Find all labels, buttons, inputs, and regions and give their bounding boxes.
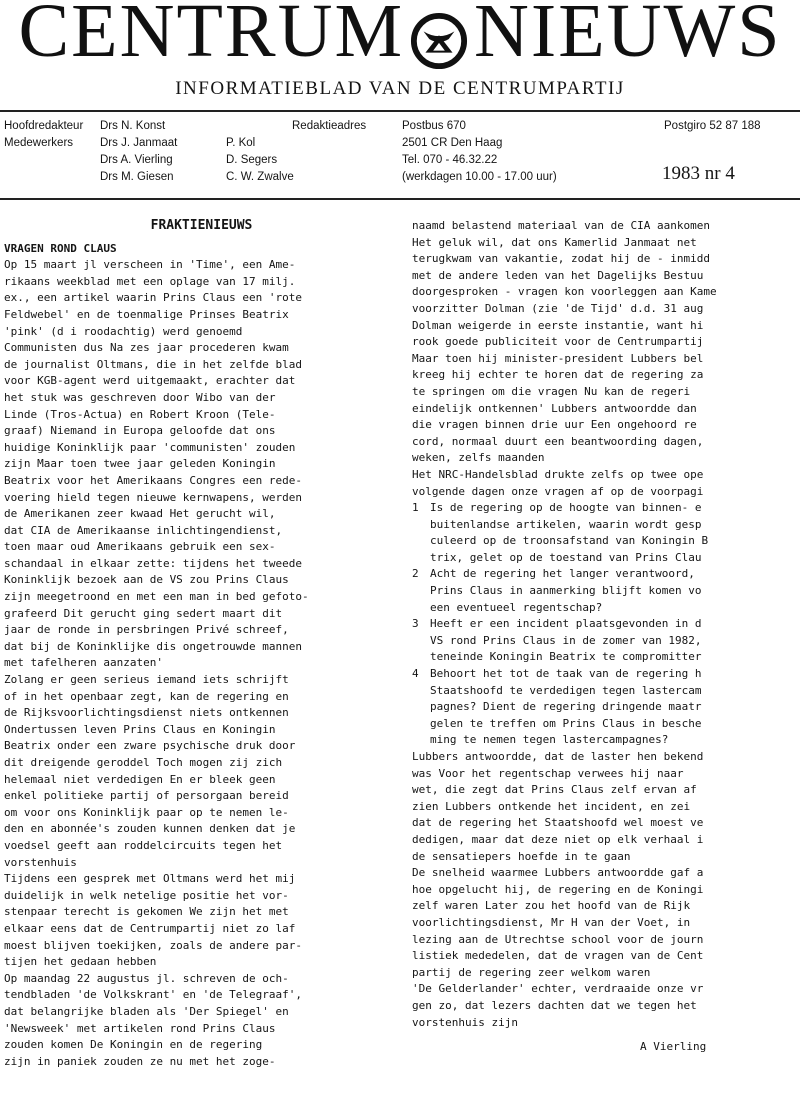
- centrumpartij-logo-icon: [410, 2, 468, 60]
- text-line: met tafelheren aanzaten': [4, 656, 163, 670]
- question-number: [412, 699, 430, 716]
- header-rule: [0, 198, 800, 200]
- text-line: vorstenhuis zijn: [412, 1015, 518, 1029]
- contributor-name: D. Segers: [226, 154, 278, 166]
- issue-number: 1983 nr 4: [662, 163, 735, 184]
- text-line: gen zo, dat lezers dachten dat we tegen het: [412, 998, 697, 1012]
- question-line: [412, 616, 800, 633]
- text-line: zijn Maar toen twee jaar geleden Koningin: [4, 457, 276, 471]
- text-line: graaf) Niemand in Europa geloofde dat ons: [4, 424, 276, 438]
- text-line: Feldwebel' en de toenmalige Prinses Beatrix: [4, 307, 289, 321]
- text-line: wet, die zegt dat Prins Claus zelf ervan af: [412, 783, 697, 797]
- text-line: den en abonnée's zouden kunnen denken dat je: [4, 822, 296, 836]
- address-block: [402, 118, 557, 186]
- text-line: listiek mededelen, dat de vragen van de Cent: [412, 949, 704, 963]
- text-line: de Rijksvoorlichtingsdienst niets ontkennen: [4, 706, 289, 720]
- masthead: [0, 0, 800, 112]
- text-line: Op maandag 22 augustus jl. schreven de och-: [4, 971, 289, 985]
- text-line: te springen om die vragen Nu kan de regeri: [412, 384, 691, 398]
- text-line: de Amerikanen zeer kwaad Het gerucht wil,: [4, 507, 276, 521]
- text-line: tijen het gedaan hebben: [4, 955, 157, 969]
- question-text: ming te nemen tegen lastercampagnes?: [430, 733, 669, 747]
- question-number: [412, 550, 430, 567]
- text-line: voedsel geeft aan roddelcircuits tegen het: [4, 838, 283, 852]
- text-line: partij de regering zeer welkom waren: [412, 965, 651, 979]
- text-line: voering hield tegen nieuwe kernwapens, werden: [4, 490, 303, 504]
- text-line: Linde (Tros-Actua) en Robert Kroon (Tele-: [4, 407, 276, 421]
- question-text: Is de regering op de hoogte van binnen- e: [430, 501, 702, 515]
- question-text: gelen te treffen om Prins Claus in besche: [430, 716, 702, 730]
- text-line: om voor ons Koninklijk paar op te nemen le-: [4, 805, 289, 819]
- text-line: toen maar oud Amerikaans gebruik een sex-: [4, 540, 276, 554]
- contributor-name: C. W. Zwalve: [226, 171, 294, 183]
- question-line: [412, 517, 800, 534]
- article-subheading: VRAGEN ROND CLAUS: [4, 241, 117, 255]
- question-text: Behoort het tot de taak van de regering h: [430, 667, 702, 681]
- text-line: elkaar eens dat de Centrumpartij niet zo laf: [4, 921, 296, 935]
- text-line: rook goede publiciteit voor de Centrumpartij: [412, 335, 704, 349]
- text-line: dat belangrijke bladen als 'Der Spiegel' en: [4, 1004, 289, 1018]
- question-number: [412, 649, 430, 666]
- text-line: Zolang er geen serieus iemand iets schrijft: [4, 673, 289, 687]
- column-right: [412, 218, 800, 1056]
- text-line: weken, zelfs maanden: [412, 451, 545, 465]
- text-line: Koninklijk bezoek aan de VS zou Prins Claus: [4, 573, 289, 587]
- text-line: was Voor het regentschap verwees hij naar: [412, 766, 684, 780]
- question-number: [412, 600, 430, 617]
- question-text: VS rond Prins Claus in de zomer van 1982,: [430, 633, 702, 647]
- text-line: vorstenhuis: [4, 855, 77, 869]
- newspaper-title: [0, 0, 800, 76]
- question-line: [412, 550, 800, 567]
- text-line: De snelheid waarmee Lubbers antwoordde gaf a: [412, 866, 704, 880]
- text-line: dat CIA de Amerikaanse inlichtingendienst,: [4, 523, 283, 537]
- contributor-name: Drs J. Janmaat: [100, 137, 178, 149]
- address-label: Redaktieadres: [292, 120, 367, 132]
- text-line: zouden komen De Koningin en de regering: [4, 1038, 263, 1052]
- text-line: lezing aan de Utrechtse school voor de journ: [412, 932, 704, 946]
- text-line: dat de regering het Staatshoofd wel moest ve: [412, 816, 704, 830]
- question-line: [412, 666, 800, 683]
- question-number: [412, 716, 430, 733]
- chief-editor-label: Hoofdredakteur: [4, 120, 84, 132]
- text-line: jaar de ronde in persbringen Privé schreef,: [4, 623, 289, 637]
- question-line: [412, 716, 800, 733]
- article-signature: A Vierling: [640, 1040, 707, 1054]
- question-line: [412, 583, 800, 600]
- question-line: [412, 732, 800, 749]
- question-line: [412, 683, 800, 700]
- text-line: Tijdens een gesprek met Oltmans werd het mij: [4, 872, 296, 886]
- column-left: [4, 218, 399, 1070]
- contributor-name: P. Kol: [226, 137, 256, 149]
- text-line: naamd belastend materiaal van de CIA aankomen: [412, 219, 711, 232]
- text-line: zijn meegetroond en met een man in bed gefoto-: [4, 590, 309, 604]
- text-line: met de andere leden van het Dagelijks Bestuu: [412, 268, 704, 282]
- title-nieuws: NIEUWS: [474, 0, 782, 73]
- text-line: enkel politieke partij of persorgaan bereid: [4, 789, 289, 803]
- article-heading: FRAKTIENIEUWS: [150, 218, 253, 233]
- question-text: trix, gelet op de toestand van Prins Clau: [430, 550, 702, 564]
- text-line: dit dreigende geroddel Toch mogen zij zich: [4, 756, 283, 769]
- text-line: zijn in paniek zouden ze nu met het zoge-: [4, 1054, 276, 1068]
- text-line: kreeg hij echter te horen dat de regering za: [412, 368, 704, 382]
- text-line: schandaal in elkaar zette: tijdens het tweede: [4, 556, 303, 570]
- question-text: pagnes? Dient de regering dringende maatr: [430, 700, 702, 714]
- question-text: buitenlandse artikelen, waarin wordt gesp: [430, 517, 702, 531]
- question-line: [412, 600, 800, 617]
- text-line: voorlichtingsdienst, Mr H van der Voet, in: [412, 915, 691, 929]
- text-line: volgende dagen onze vragen af op de voorpagi: [412, 484, 704, 498]
- text-line: de sensatiepers hoefde in te gaan: [412, 849, 631, 863]
- text-line: terugkwam van vakantie, zodat hij de - inmidd: [412, 252, 711, 266]
- text-line: Het geluk wil, dat ons Kamerlid Janmaat net: [412, 235, 697, 249]
- text-line: huidige Koninklijk paar 'communisten' zouden: [4, 440, 296, 454]
- left-text: [4, 257, 399, 1070]
- text-line: hoe opgelucht hij, de regering en de Koningi: [412, 882, 704, 896]
- question-number: 2: [412, 567, 419, 581]
- top-rule: [0, 110, 800, 112]
- giro-number: Postgiro 52 87 188: [664, 120, 761, 132]
- text-line: dat bij de Koninklijke dis ongetrouwde mannen: [4, 639, 303, 653]
- text-line: doorgesproken - vragen kon voorleggen aan Kame: [412, 285, 717, 299]
- text-line: Lubbers antwoordde, dat de laster hen bekend: [412, 750, 704, 763]
- address-line: 2501 CR Den Haag: [402, 137, 503, 149]
- address-line: Postbus 670: [402, 120, 466, 132]
- question-number: 1: [412, 501, 419, 515]
- question-line: [412, 533, 800, 550]
- contributors-label: Medewerkers: [4, 137, 74, 149]
- subtitle: INFORMATIEBLAD VAN DE CENTRUMPARTIJ: [175, 78, 625, 99]
- text-line: cord, normaal duurt een beantwoording dagen,: [412, 434, 704, 448]
- right-text-top: [412, 218, 800, 500]
- staff-names-right: [226, 135, 294, 186]
- question-number: [412, 583, 430, 600]
- question-number: [412, 517, 430, 534]
- question-line: [412, 633, 800, 650]
- text-line: Maar toen hij minister-president Lubbers bel: [412, 351, 704, 365]
- text-line: zien Lubbers ontkende het incident, en zei: [412, 799, 691, 813]
- text-line: Beatrix voor het Amerikaans Congres een rede-: [4, 473, 303, 487]
- chief-editor-name: Drs N. Konst: [100, 120, 166, 132]
- text-line: Dolman weigerde in eerste instantie, want hi: [412, 318, 704, 332]
- text-line: Communisten dus Na zes jaar procederen kwam: [4, 341, 289, 355]
- contributor-name: Drs M. Giesen: [100, 171, 174, 183]
- text-line: Het NRC-Handelsblad drukte zelfs op twee ope: [412, 467, 704, 481]
- question-text: culeerd op de troonsafstand van Koningin B: [430, 534, 709, 548]
- question-number: [412, 633, 430, 650]
- question-text: Prins Claus in aanmerking blijft komen vo: [430, 584, 702, 598]
- staff-labels: [4, 118, 83, 152]
- text-line: grafeerd Dit gerucht ging sedert maart dit: [4, 606, 283, 620]
- text-line: stenpaar terecht is gekomen We zijn het met: [4, 905, 289, 919]
- question-text: Acht de regering het langer verantwoord,: [430, 567, 695, 581]
- text-line: voorzitter Dolman (zie 'de Tijd' d.d. 31 aug: [412, 301, 704, 315]
- question-line: [412, 566, 800, 583]
- text-line: de journalist Oltmans, die in het zelfde blad: [4, 357, 303, 371]
- text-line: Beatrix onder een zware psychische druk door: [4, 739, 296, 753]
- question-text: Staatshoofd te verdedigen tegen lastercam: [430, 683, 702, 697]
- text-line: zelf waren Later zou het hoofd van de Rijk: [412, 899, 691, 913]
- question-text: een eventueel regentschap?: [430, 600, 603, 614]
- question-number: 4: [412, 667, 419, 681]
- staff-names-left: [100, 118, 177, 186]
- text-line: Op 15 maart jl verscheen in 'Time', een Ame-: [4, 258, 296, 272]
- text-line: die vragen binnen drie uur Een ongehoord re: [412, 418, 697, 432]
- text-line: het stuk was geschreven door Wibo van der: [4, 390, 276, 404]
- text-line: eindelijk ontkennen' Lubbers antwoordde dan: [412, 401, 697, 415]
- text-line: 'pink' (d i roodachtig) werd genoemd: [4, 324, 243, 338]
- address-line: Tel. 070 - 46.32.22: [402, 154, 498, 166]
- question-number: [412, 533, 430, 550]
- question-line: [412, 699, 800, 716]
- contributor-name: Drs A. Vierling: [100, 154, 173, 166]
- text-line: rikaans weekblad met een oplage van 17 milj.: [4, 274, 296, 288]
- question-number: [412, 732, 430, 749]
- text-line: tendbladen 'de Volkskrant' en 'de Telegraaf',: [4, 988, 303, 1002]
- text-line: moest blijven toekijken, zoals de andere par-: [4, 938, 303, 952]
- right-text-bottom: [412, 749, 800, 1031]
- text-line: 'De Gelderlander' echter, verdraaide onze vr: [412, 982, 704, 996]
- question-number: [412, 683, 430, 700]
- address-line: (werkdagen 10.00 - 17.00 uur): [402, 171, 557, 183]
- question-list: [412, 500, 800, 749]
- text-line: 'Newsweek' met artikelen rond Prins Claus: [4, 1021, 276, 1035]
- text-line: of in het openbaar zegt, kan de regering en: [4, 689, 289, 703]
- text-line: dedigen, maar dat deze niet op elk verhaal i: [412, 832, 704, 846]
- title-centrum: CENTRUM: [18, 0, 405, 73]
- question-line: [412, 649, 800, 666]
- question-text: teneinde Koningin Beatrix te compromitter: [430, 650, 702, 664]
- question-line: [412, 500, 800, 517]
- text-line: duidelijk in welk netelige positie het vor-: [4, 888, 289, 902]
- question-text: Heeft er een incident plaatsgevonden in d: [430, 617, 702, 631]
- question-number: 3: [412, 617, 419, 631]
- text-line: helemaal niet verdedigen En er bleek geen: [4, 772, 276, 786]
- text-line: Ondertussen leven Prins Claus en Koningin: [4, 722, 276, 736]
- text-line: ex., een artikel waarin Prins Claus een 'rote: [4, 291, 303, 305]
- text-line: voor KGB-agent werd uitgemaakt, erachter dat: [4, 374, 296, 388]
